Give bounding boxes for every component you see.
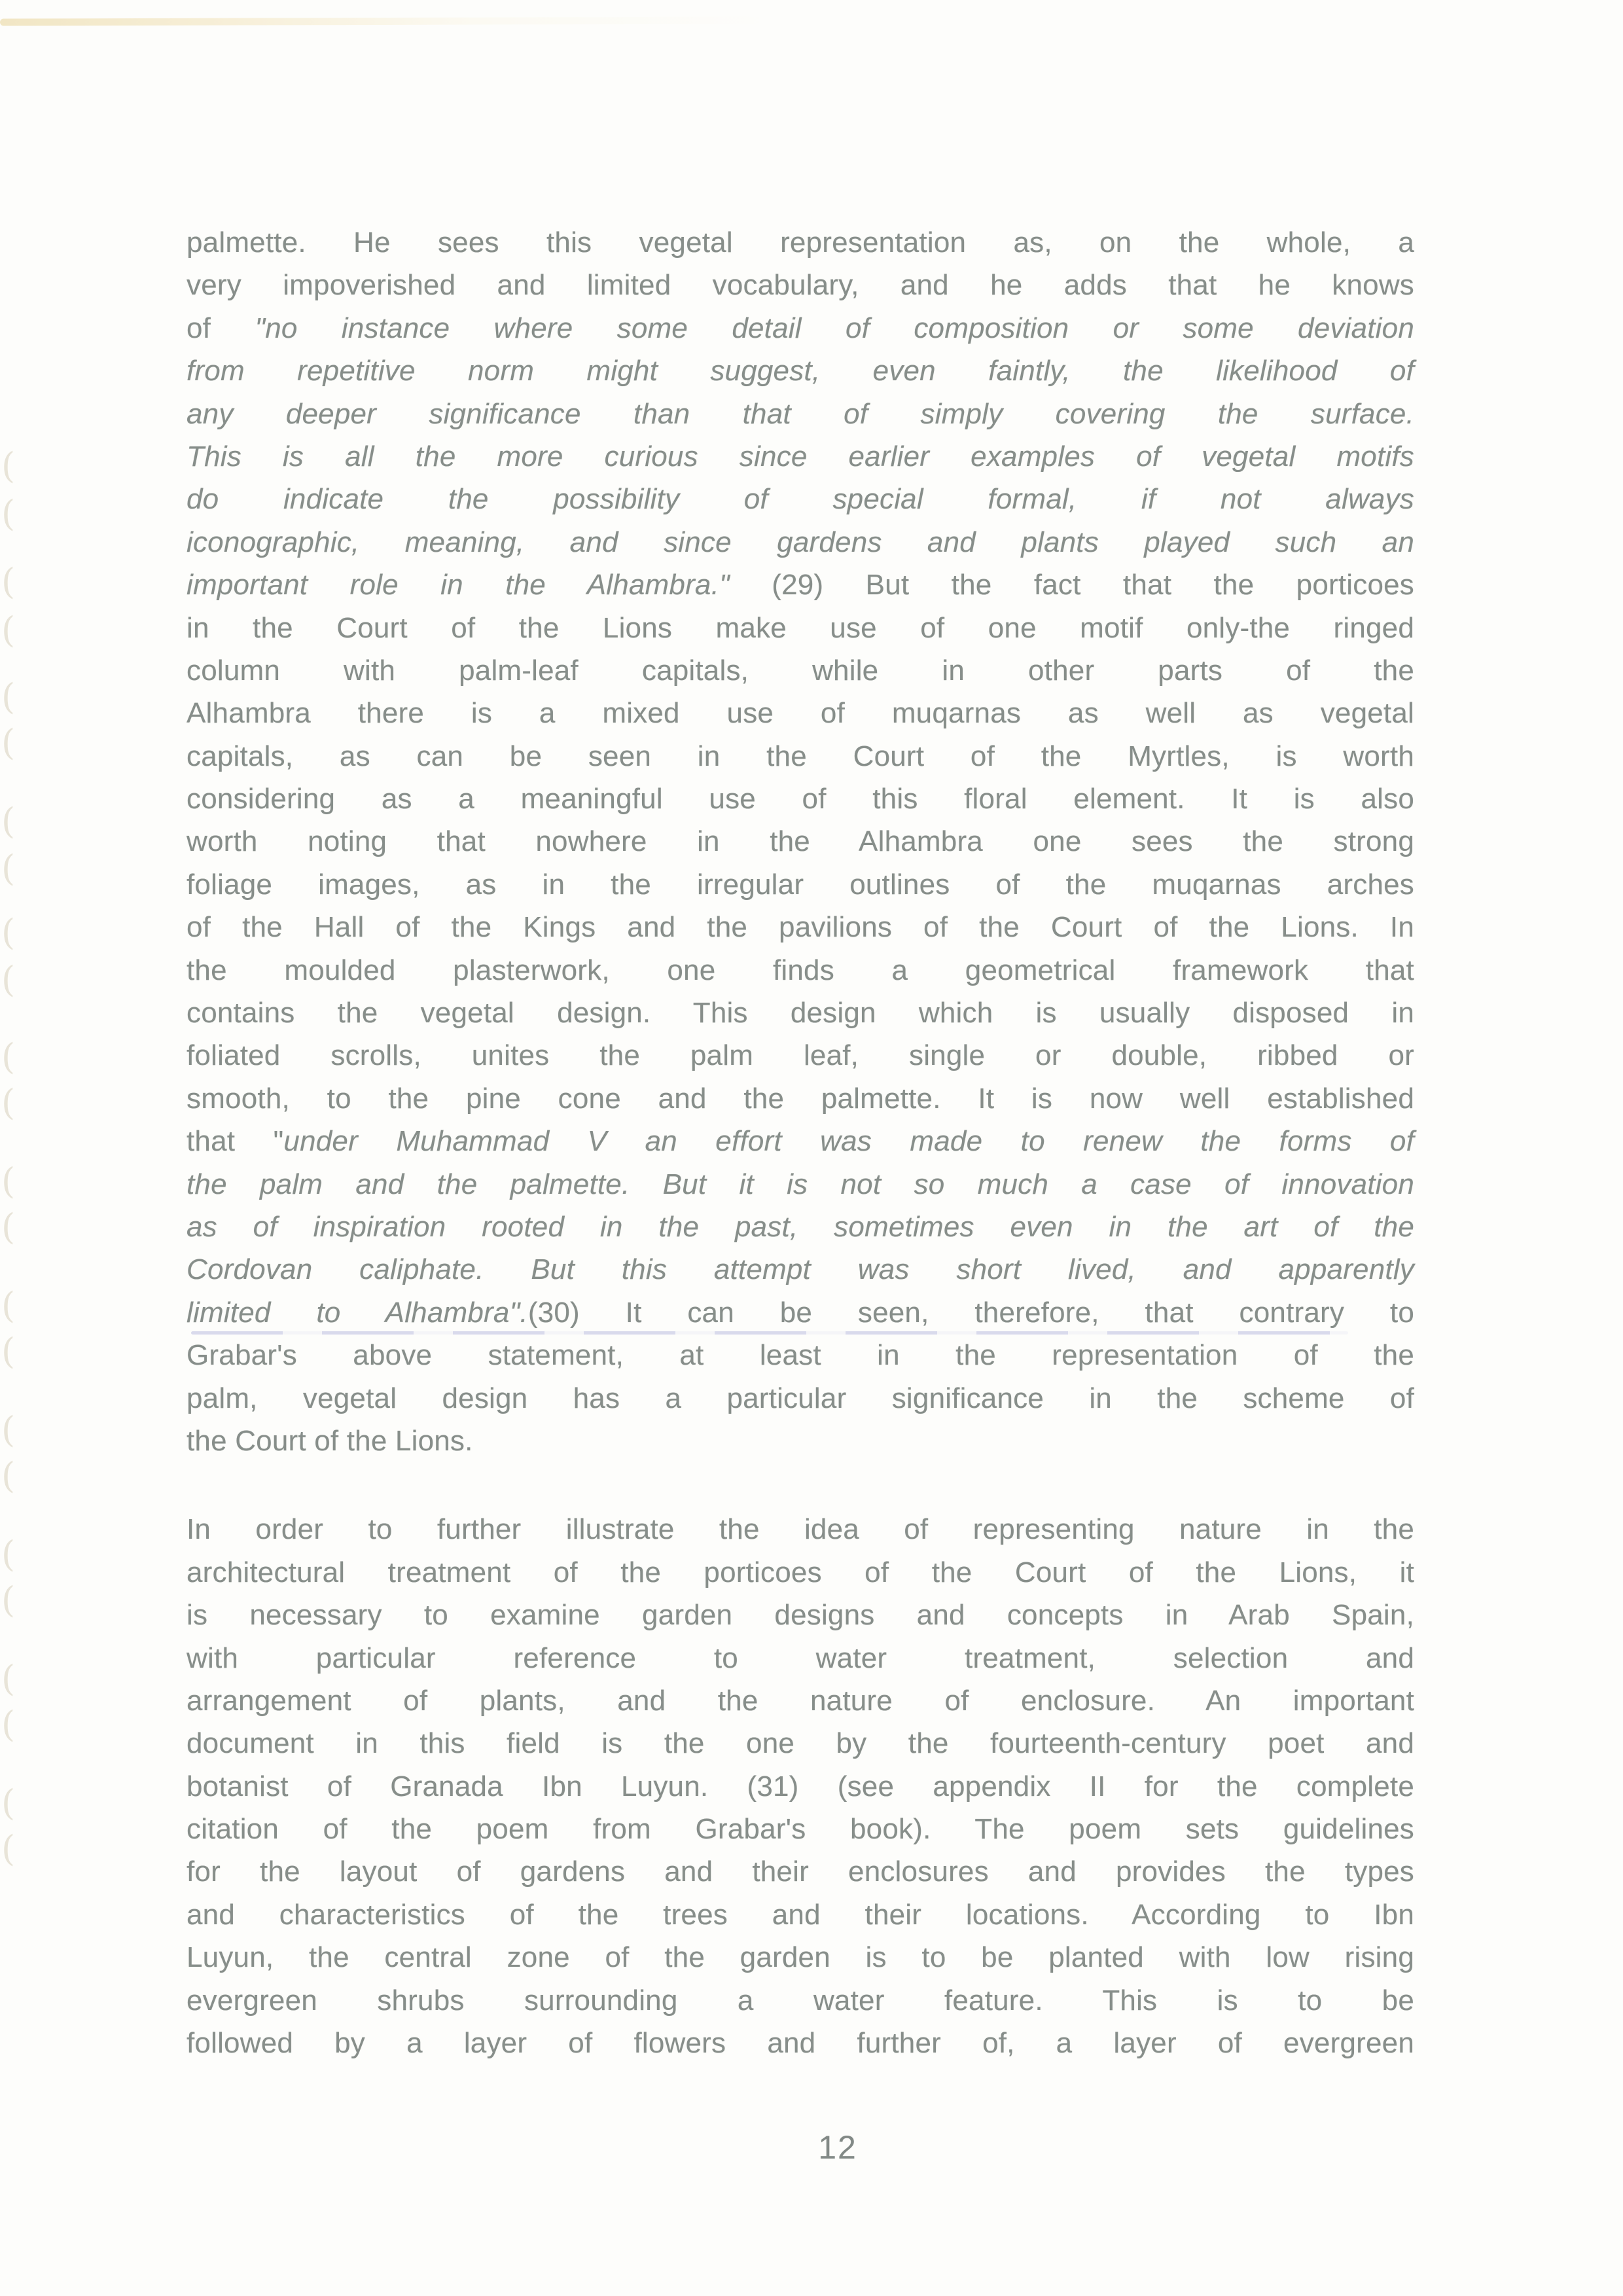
italic-text-segment: "no instance where some detail of composition or some deviation [255, 312, 1414, 344]
italic-text-segment: any deeper significance than that of simply covering the surface. [187, 397, 1414, 430]
scan-mark: ( [1, 722, 16, 763]
scan-mark: ( [1, 1409, 16, 1450]
scan-mark: ( [1, 1455, 16, 1496]
scan-mark: ( [1, 1036, 16, 1077]
text-segment: foliage images, as in the irregular outlines of the muqarnas arches [187, 868, 1414, 901]
italic-text-segment: limited to Alhambra". [187, 1296, 528, 1329]
text-line [187, 1248, 1414, 1291]
text-line [187, 692, 1414, 734]
scan-mark: ( [1, 800, 16, 842]
italic-text-segment: This is all the more curious since earlier examples of vegetal motifs [187, 440, 1414, 473]
text-segment: very impoverished and limited vocabulary, and he adds that he knows [187, 269, 1414, 302]
text-line [187, 820, 1414, 863]
paragraph [187, 1508, 1414, 2064]
text-line [187, 1291, 1414, 1334]
text-line [187, 1979, 1414, 2022]
scan-mark: ( [1, 1082, 16, 1123]
text-segment: with particular reference to water treatment, selection and [187, 1641, 1414, 1674]
text-segment: smooth, to the pine cone and the palmette. It is now well established [187, 1082, 1414, 1115]
text-segment: document in this field is the one by the fourteenth-century poet and [187, 1727, 1414, 1760]
italic-text-segment: do indicate the possibility of special formal, if not always [187, 483, 1414, 516]
text-segment: worth noting that nowhere in the Alhambra one sees the strong [187, 825, 1414, 858]
text-line [187, 649, 1414, 692]
italic-text-segment: important role in the Alhambra." [187, 569, 730, 601]
scan-mark: ( [1, 1534, 16, 1575]
scan-mark: ( [1, 1704, 16, 1745]
text-segment: palm, vegetal design has a particular significance in the scheme of [187, 1382, 1414, 1414]
text-segment: (29) But the fact that the porticoes [729, 569, 1414, 601]
scan-mark: ( [1, 445, 16, 486]
text-segment: for the layout of gardens and their enclosures and provides the types [187, 1856, 1414, 1888]
text-line [187, 1377, 1414, 1420]
text-segment: considering as a meaningful use of this floral element. It is also [187, 783, 1414, 816]
scan-mark: ( [1, 1658, 16, 1699]
text-line [187, 1936, 1414, 1979]
text-line [187, 735, 1414, 778]
italic-text-segment: as of inspiration rooted in the past, sometimes even in the art of the [187, 1210, 1414, 1243]
italic-text-segment: from repetitive norm might suggest, even faintly, the likelihood of [187, 355, 1414, 387]
italic-text-segment: under Muhammad V an effort was made to renew the forms of [283, 1125, 1414, 1158]
text-segment: palmette. He sees this vegetal representation as, on the whole, a [187, 226, 1414, 259]
text-segment: capitals, as can be seen in the Court of the Myrtles, is worth [187, 740, 1414, 772]
scan-mark: ( [1, 848, 16, 889]
text-line [187, 1850, 1414, 1893]
text-segment: architectural treatment of the porticoes of the Court of the Lions, it [187, 1556, 1414, 1588]
scan-mark: ( [1, 1206, 16, 1247]
text-line [187, 1077, 1414, 1120]
text-line [187, 1808, 1414, 1850]
scan-mark: ( [1, 561, 16, 602]
text-line [187, 221, 1414, 264]
text-segment: the Court of the Lions. [187, 1424, 473, 1457]
text-segment: of the Hall of the Kings and the pavilions of the Court of the Lions. In [187, 911, 1414, 944]
text-segment: that " [187, 1125, 284, 1158]
text-line [187, 1163, 1414, 1206]
text-segment: is necessary to examine garden designs and concepts in Arab Spain, [187, 1599, 1414, 1632]
scan-mark: ( [1, 493, 16, 534]
scan-mark: ( [1, 912, 16, 953]
text-segment: In order to further illustrate the idea of representing nature in the [187, 1513, 1414, 1546]
text-segment: foliated scrolls, unites the palm leaf, single or double, ribbed or [187, 1039, 1414, 1072]
text-segment: contains the vegetal design. This design which is usually disposed in [187, 997, 1414, 1030]
scan-mark: ( [1, 1160, 16, 1202]
text-line [187, 350, 1414, 392]
text-line [187, 264, 1414, 306]
text-line [187, 1334, 1414, 1376]
scan-mark: ( [1, 1828, 16, 1869]
text-segment: evergreen shrubs surrounding a water feature. This is to be [187, 1984, 1414, 2017]
text-line [187, 1034, 1414, 1077]
text-line [187, 1893, 1414, 1936]
text-segment: (30) It can be seen, therefore, that contrary to [527, 1296, 1414, 1329]
text-line [187, 435, 1414, 478]
text-line [187, 607, 1414, 649]
text-segment: Luyun, the central zone of the garden is to be planted with low rising [187, 1941, 1414, 1974]
text-line [187, 1765, 1414, 1808]
text-line [187, 1420, 1414, 1462]
text-line [187, 992, 1414, 1034]
text-line [187, 949, 1414, 992]
scan-mark: ( [1, 1331, 16, 1372]
text-line [187, 1637, 1414, 1679]
italic-text-segment: the palm and the palmette. But it is not so much a case of innovation [187, 1168, 1414, 1200]
text-segment: the moulded plasterwork, one finds a geometrical framework that [187, 954, 1414, 986]
text-line [187, 307, 1414, 350]
text-line [187, 2022, 1414, 2064]
text-line [187, 478, 1414, 520]
text-segment: in the Court of the Lions make use of one motif only-the ringed [187, 611, 1414, 644]
text-line [187, 1551, 1414, 1594]
scan-mark: ( [1, 609, 16, 651]
text-line [187, 521, 1414, 564]
scan-mark: ( [1, 959, 16, 1000]
text-line [187, 863, 1414, 906]
scan-mark: ( [1, 1782, 16, 1823]
text-segment: arrangement of plants, and the nature of enclosure. An important [187, 1684, 1414, 1717]
text-segment: followed by a layer of flowers and further of, a layer of evergreen [187, 2027, 1414, 2060]
text-segment: Alhambra there is a mixed use of muqarnas as well as vegetal [187, 697, 1414, 730]
scan-streak-artifact [0, 16, 769, 26]
text-line [187, 778, 1414, 820]
text-segment: botanist of Granada Ibn Luyun. (31) (see appendix II for the complete [187, 1770, 1414, 1803]
scan-mark: ( [1, 676, 16, 717]
text-line [187, 1722, 1414, 1765]
text-line [187, 393, 1414, 435]
text-line [187, 1120, 1414, 1162]
text-line [187, 1679, 1414, 1722]
text-segment: Grabar's above statement, at least in the representation of the [187, 1339, 1414, 1372]
italic-text-segment: Cordovan caliphate. But this attempt was short lived, and apparently [187, 1253, 1414, 1286]
page-number: 12 [818, 2129, 857, 2166]
scan-mark: ( [1, 1579, 16, 1621]
paragraph [187, 221, 1414, 1462]
text-line [187, 564, 1414, 606]
scan-mark: ( [1, 1285, 16, 1326]
text-line [187, 906, 1414, 948]
text-line [187, 1508, 1414, 1551]
text-segment: and characteristics of the trees and their locations. According to Ibn [187, 1898, 1414, 1931]
text-segment: citation of the poem from Grabar's book). The poem sets guidelines [187, 1813, 1414, 1846]
text-line [187, 1594, 1414, 1636]
text-segment: of [187, 312, 255, 344]
italic-text-segment: iconographic, meaning, and since gardens and plants played such an [187, 526, 1414, 558]
document-text [187, 221, 1414, 2064]
text-line [187, 1206, 1414, 1248]
scan-underline-artifact [191, 1331, 1348, 1335]
text-segment: column with palm-leaf capitals, while in other parts of the [187, 654, 1414, 687]
